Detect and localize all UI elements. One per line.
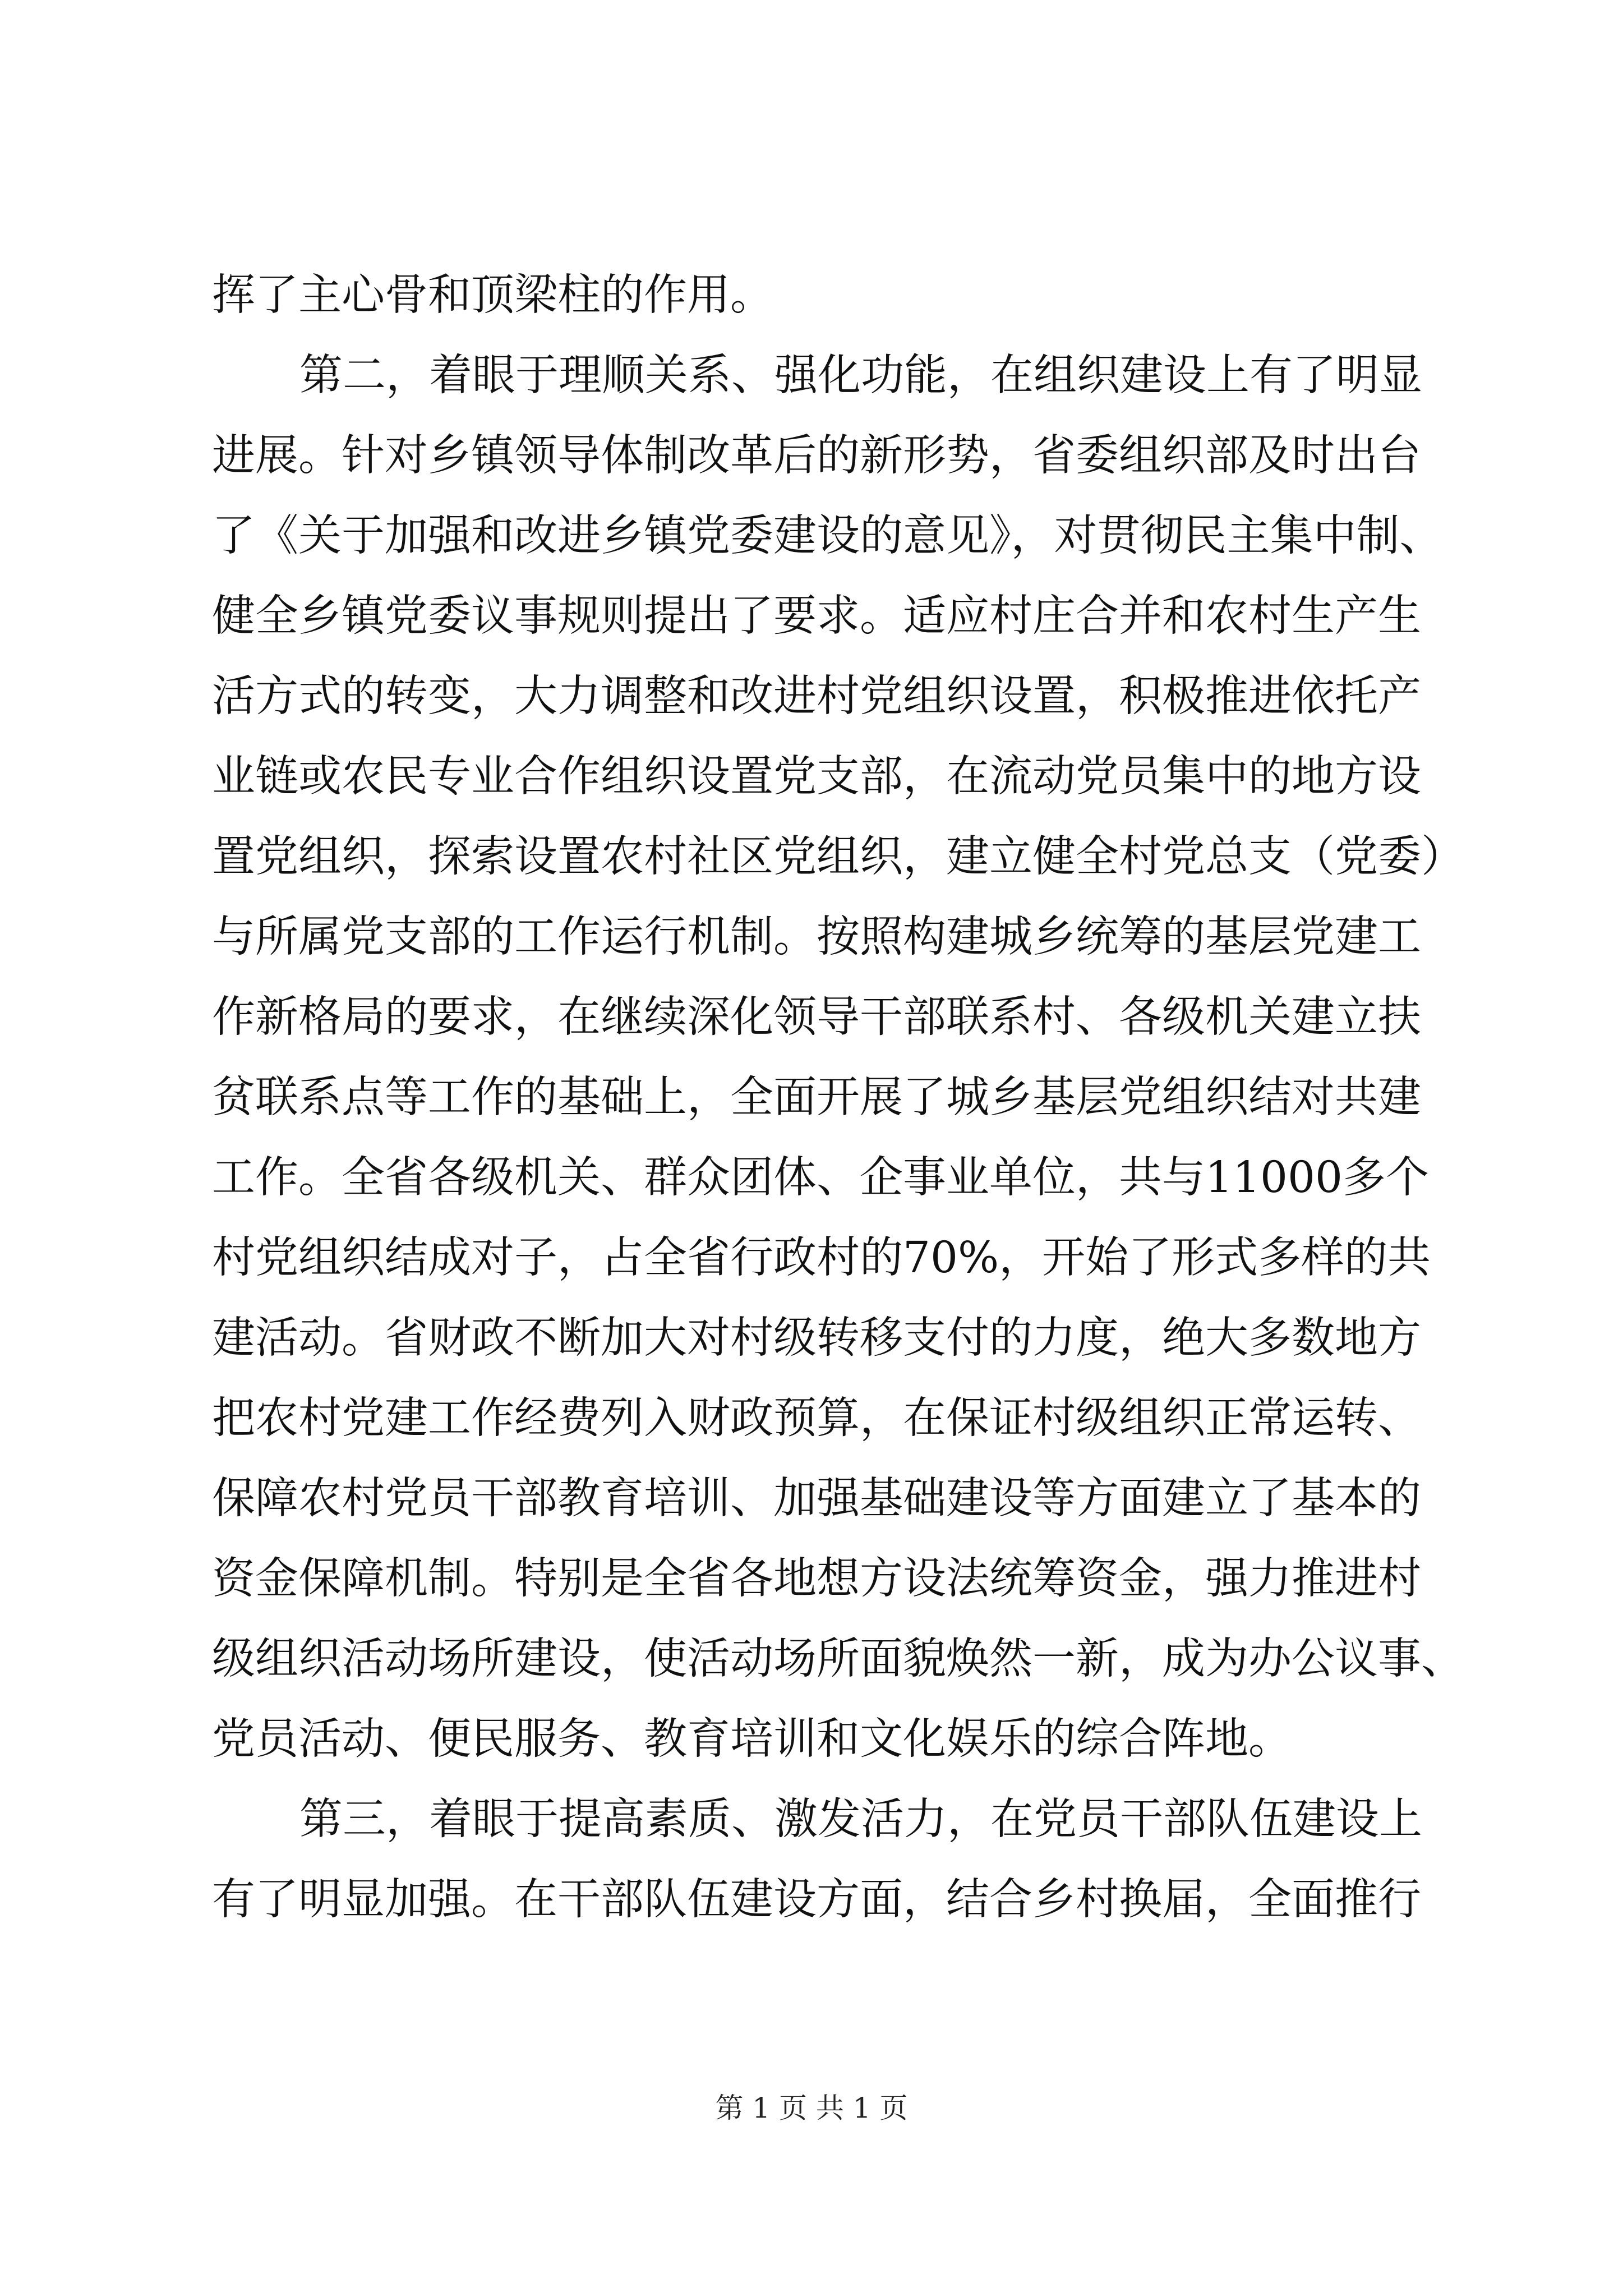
text-line: 党员活动、便民服务、教育培训和文化娱乐的综合阵地。 [212,1714,1292,1764]
text-line: 活方式的转变，大力调整和改进村党组织设置，积极推进依托产 [212,671,1421,721]
text-line: 贫联系点等工作的基础上，全面开展了城乡基层党组织结对共建 [212,1073,1421,1122]
text-line: 健全乡镇党委议事规则提出了要求。适应村庄合并和农村生产生 [212,591,1421,641]
paragraph-start: 第三，着眼于提高素质、激发活力，在党员干部队伍建设上 [299,1795,1422,1844]
text-line: 建活动。省财政不断加大对村级转移支付的力度，绝大多数地方 [212,1313,1421,1363]
text-line: 有了明显加强。在干部队伍建设方面，结合乡村换届，全面推行 [212,1875,1421,1925]
text-line: 业链或农民专业合作组织设置党支部，在流动党员集中的地方设 [212,752,1421,802]
text-line: 了《关于加强和改进乡镇党委建设的意见》，对贯彻民主集中制、 [212,511,1443,561]
text-line: 与所属党支部的工作运行机制。按照构建城乡统筹的基层党建工 [212,912,1421,962]
text-line: 资金保障机制。特别是全省各地想方设法统筹资金，强力推进村 [212,1554,1421,1604]
text-line: 村党组织结成对子，占全省行政村的70%，开始了形式多样的共 [212,1233,1431,1283]
text-line: 置党组织，探索设置农村社区党组织，建立健全村党总支（党委） [212,832,1464,882]
text-line: 作新格局的要求，在继续深化领导干部联系村、各级机关建立扶 [212,992,1421,1042]
text-line: 进展。针对乡镇领导体制改革后的新形势，省委组织部及时出台 [212,431,1421,481]
text-line: 工作。全省各级机关、群众团体、企事业单位，共与11000多个 [212,1153,1429,1203]
text-line: 挥了主心骨和顶梁柱的作用。 [212,270,773,320]
text-line: 保障农村党员干部教育培训、加强基础建设等方面建立了基本的 [212,1474,1421,1524]
text-line: 级组织活动场所建设，使活动场所面貌焕然一新，成为办公议事、 [212,1634,1464,1684]
page-footer: 第 1 页 共 1 页 [715,2092,908,2124]
paragraph-start: 第二，着眼于理顺关系、强化功能，在组织建设上有了明显 [299,351,1422,401]
text-line: 把农村党建工作经费列入财政预算，在保证村级组织正常运转、 [212,1393,1421,1443]
